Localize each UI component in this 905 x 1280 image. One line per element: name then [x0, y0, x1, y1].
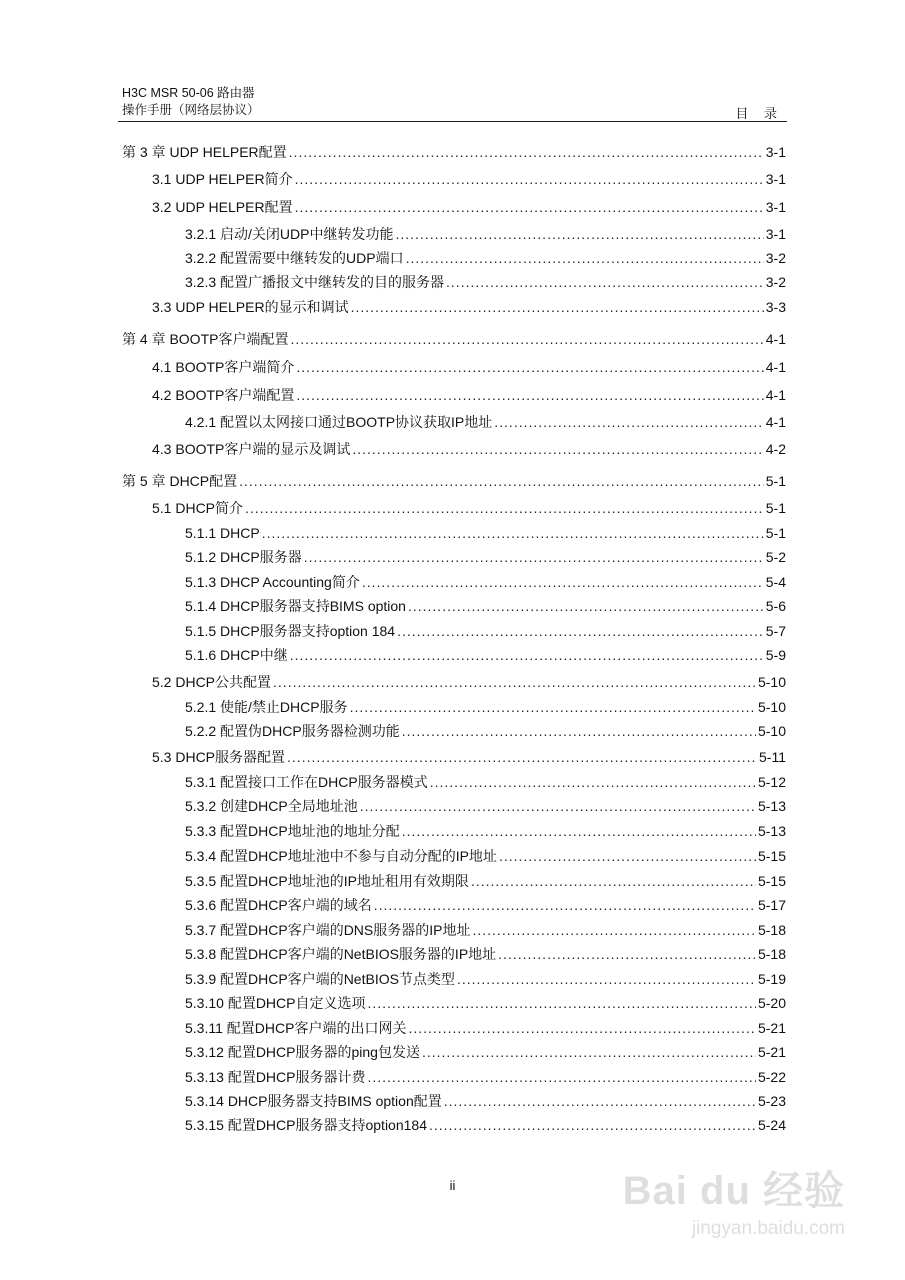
toc-entry-page: 5-17 — [757, 897, 786, 913]
toc-dot-leader — [352, 440, 763, 458]
toc-entry-page: 4-1 — [765, 359, 786, 375]
toc-dot-leader — [457, 970, 756, 988]
toc-entry-page: 4-1 — [765, 414, 786, 430]
toc-dot-leader — [494, 413, 764, 431]
toc-entry-page: 3-2 — [765, 274, 786, 290]
toc-subsection-entry[interactable] — [185, 413, 786, 431]
toc-dot-leader — [446, 273, 764, 291]
toc-entry-title: 5.3.3 配置DHCP地址池的地址分配 — [185, 823, 400, 839]
toc-dot-leader — [408, 597, 764, 615]
toc-entry-title: 5.2.1 使能/禁止DHCP服务 — [185, 699, 348, 715]
toc-dot-leader — [395, 225, 763, 243]
toc-entry-title: 3.1 UDP HELPER简介 — [152, 171, 293, 187]
toc-dot-leader — [367, 994, 755, 1012]
toc-entry-title: 5.3 DHCP服务器配置 — [152, 749, 286, 765]
toc-subsection-entry[interactable] — [185, 225, 786, 243]
watermark-url: jingyan.baidu.com — [691, 1218, 845, 1239]
toc-dot-leader — [402, 822, 756, 840]
toc-dot-leader — [273, 673, 756, 691]
toc-entry-page: 5-1 — [765, 500, 786, 516]
toc-dot-leader — [402, 722, 756, 740]
toc-chapter-entry[interactable] — [122, 330, 786, 348]
toc-dot-leader — [406, 249, 764, 267]
toc-section-entry[interactable] — [152, 198, 786, 216]
toc-entry-page: 5-15 — [757, 873, 786, 889]
toc-dot-leader — [374, 896, 756, 914]
toc-entry-title: 5.3.7 配置DHCP客户端的DNS服务器的IP地址 — [185, 922, 471, 938]
toc-entry-title: 3.2 UDP HELPER配置 — [152, 199, 293, 215]
toc-entry-title: 5.1.6 DHCP中继 — [185, 647, 288, 663]
toc-entry-page: 5-24 — [757, 1117, 786, 1133]
toc-subsection-entry[interactable] — [185, 872, 786, 890]
toc-section-entry[interactable] — [152, 499, 786, 517]
toc-dot-leader — [295, 198, 764, 216]
toc-entry-page: 5-11 — [759, 749, 786, 765]
toc-subsection-entry[interactable] — [185, 773, 786, 791]
toc-dot-leader — [472, 921, 755, 939]
toc-entry-title: 3.2.3 配置广播报文中继转发的目的服务器 — [185, 274, 445, 290]
toc-entry-title: 5.1.5 DHCP服务器支持option 184 — [185, 623, 396, 639]
toc-dot-leader — [351, 298, 764, 316]
watermark-brand: Bai du 经验 — [622, 1169, 845, 1213]
toc-entry-page: 4-1 — [765, 387, 786, 403]
toc-entry-page: 4-1 — [765, 331, 786, 347]
toc-entry-title: 5.3.14 DHCP服务器支持BIMS option配置 — [185, 1093, 442, 1109]
toc-subsection-entry[interactable] — [185, 1019, 786, 1037]
toc-entry-title: 第 3 章 UDP HELPER配置 — [122, 144, 287, 160]
toc-entry-title: 5.3.15 配置DHCP服务器支持option184 — [185, 1117, 427, 1133]
toc-entry-page: 5-10 — [757, 699, 786, 715]
toc-entry-title: 5.3.8 配置DHCP客户端的NetBIOS服务器的IP地址 — [185, 946, 497, 962]
toc-entry-page: 3-2 — [765, 250, 786, 266]
toc-entry-page: 5-20 — [757, 995, 786, 1011]
toc-subsection-entry[interactable] — [185, 722, 786, 740]
baidu-watermark — [623, 1159, 845, 1240]
toc-dot-leader — [422, 1043, 756, 1061]
toc-dot-leader — [245, 499, 764, 517]
toc-subsection-entry[interactable] — [185, 622, 786, 640]
toc-subsection-entry[interactable] — [185, 524, 786, 542]
toc-entry-title: 3.2.1 启动/关闭UDP中继转发功能 — [185, 226, 394, 242]
toc-dot-leader — [304, 548, 764, 566]
toc-subsection-entry[interactable] — [185, 573, 786, 591]
toc-entry-page: 5-23 — [757, 1093, 786, 1109]
toc-entry-title: 4.2.1 配置以太网接口通过BOOTP协议获取IP地址 — [185, 414, 493, 430]
toc-dot-leader — [290, 330, 763, 348]
toc-subsection-entry[interactable] — [185, 945, 786, 963]
toc-entry-title: 5.3.5 配置DHCP地址池的IP地址租用有效期限 — [185, 873, 469, 889]
toc-subsection-entry[interactable] — [185, 921, 786, 939]
toc-dot-leader — [350, 698, 756, 716]
toc-entry-title: 第 5 章 DHCP配置 — [122, 473, 238, 489]
toc-entry-page: 3-1 — [765, 226, 786, 242]
toc-dot-leader — [499, 847, 756, 865]
toc-entry-page: 5-13 — [757, 823, 786, 839]
toc-subsection-entry[interactable] — [185, 847, 786, 865]
toc-dot-leader — [289, 143, 764, 161]
toc-entry-title: 5.3.9 配置DHCP客户端的NetBIOS节点类型 — [185, 971, 455, 987]
toc-entry-title: 5.3.13 配置DHCP服务器计费 — [185, 1069, 366, 1085]
toc-dot-leader — [296, 386, 763, 404]
toc-subsection-entry[interactable] — [185, 797, 786, 815]
header-contents-label: 目 录 — [735, 106, 783, 121]
toc-section-entry[interactable] — [152, 673, 786, 691]
toc-entry-title: 4.2 BOOTP客户端配置 — [152, 387, 295, 403]
toc-subsection-entry[interactable] — [185, 273, 786, 291]
toc-entry-title: 5.3.10 配置DHCP自定义选项 — [185, 995, 366, 1011]
toc-subsection-entry[interactable] — [185, 698, 786, 716]
toc-subsection-entry[interactable] — [185, 1068, 786, 1086]
toc-dot-leader — [290, 646, 764, 664]
toc-dot-leader — [295, 170, 764, 188]
toc-entry-page: 5-18 — [757, 946, 786, 962]
toc-entry-page: 5-10 — [757, 674, 786, 690]
toc-subsection-entry[interactable] — [185, 597, 786, 615]
toc-entry-title: 5.3.1 配置接口工作在DHCP服务器模式 — [185, 774, 428, 790]
toc-entry-page: 5-21 — [757, 1044, 786, 1060]
header-manual-title: 操作手册（网络层协议） — [122, 103, 260, 117]
toc-entry-page: 5-1 — [765, 525, 786, 541]
header-product: H3C MSR 50-06 路由器 — [122, 86, 255, 100]
toc-entry-page: 5-21 — [757, 1020, 786, 1036]
toc-entry-page: 3-1 — [765, 144, 786, 160]
toc-chapter-entry[interactable] — [122, 143, 786, 161]
toc-subsection-entry[interactable] — [185, 249, 786, 267]
toc-entry-page: 5-22 — [757, 1069, 786, 1085]
toc-subsection-entry[interactable] — [185, 896, 786, 914]
toc-entry-title: 5.1.3 DHCP Accounting简介 — [185, 574, 360, 590]
toc-entry-page: 4-2 — [765, 441, 786, 457]
toc-section-entry[interactable] — [152, 748, 786, 766]
toc-subsection-entry[interactable] — [185, 548, 786, 566]
toc-section-entry[interactable] — [152, 298, 786, 316]
toc-subsection-entry[interactable] — [185, 970, 786, 988]
toc-subsection-entry[interactable] — [185, 822, 786, 840]
toc-dot-leader — [287, 748, 757, 766]
toc-entry-title: 5.3.12 配置DHCP服务器的ping包发送 — [185, 1044, 420, 1060]
toc-entry-title: 5.3.11 配置DHCP客户端的出口网关 — [185, 1020, 407, 1036]
toc-section-entry[interactable] — [152, 170, 786, 188]
toc-entry-title: 5.3.2 创建DHCP全局地址池 — [185, 798, 358, 814]
toc-entry-title: 4.3 BOOTP客户端的显示及调试 — [152, 441, 351, 457]
toc-dot-leader — [498, 945, 756, 963]
toc-entry-title: 5.3.6 配置DHCP客户端的域名 — [185, 897, 372, 913]
toc-entry-title: 4.1 BOOTP客户端简介 — [152, 359, 295, 375]
toc-dot-leader — [397, 622, 764, 640]
toc-entry-page: 3-1 — [765, 199, 786, 215]
toc-entry-title: 5.3.4 配置DHCP地址池中不参与自动分配的IP地址 — [185, 848, 497, 864]
toc-dot-leader — [367, 1068, 755, 1086]
toc-subsection-entry[interactable] — [185, 1116, 786, 1134]
toc-entry-page: 5-10 — [757, 723, 786, 739]
toc-entry-page: 5-13 — [757, 798, 786, 814]
toc-dot-leader — [239, 472, 764, 490]
page-number: ii — [449, 1178, 456, 1193]
toc-entry-page: 5-2 — [765, 549, 786, 565]
toc-entry-page: 5-4 — [765, 574, 786, 590]
toc-subsection-entry[interactable] — [185, 1092, 786, 1110]
toc-dot-leader — [362, 573, 764, 591]
toc-chapter-entry[interactable] — [122, 472, 786, 490]
toc-entry-page: 5-6 — [765, 598, 786, 614]
toc-entry-title: 3.2.2 配置需要中继转发的UDP端口 — [185, 250, 404, 266]
toc-entry-page: 5-1 — [765, 473, 786, 489]
toc-entry-title: 5.2 DHCP公共配置 — [152, 674, 272, 690]
toc-entry-title: 5.1.4 DHCP服务器支持BIMS option — [185, 598, 406, 614]
toc-dot-leader — [408, 1019, 756, 1037]
toc-entry-title: 5.2.2 配置伪DHCP服务器检测功能 — [185, 723, 400, 739]
toc-dot-leader — [429, 1116, 756, 1134]
toc-entry-page: 3-3 — [765, 299, 786, 315]
toc-entry-page: 5-12 — [757, 774, 786, 790]
toc-entry-page: 3-1 — [765, 171, 786, 187]
toc-dot-leader — [262, 524, 764, 542]
toc-entry-title: 3.3 UDP HELPER的显示和调试 — [152, 299, 349, 315]
toc-dot-leader — [360, 797, 756, 815]
toc-entry-page: 5-15 — [757, 848, 786, 864]
toc-dot-leader — [296, 358, 763, 376]
toc-entry-page: 5-18 — [757, 922, 786, 938]
toc-subsection-entry[interactable] — [185, 646, 786, 664]
toc-entry-page: 5-9 — [765, 647, 786, 663]
toc-section-entry[interactable] — [152, 386, 786, 404]
toc-dot-leader — [430, 773, 756, 791]
toc-entry-title: 第 4 章 BOOTP客户端配置 — [122, 331, 289, 347]
toc-subsection-entry[interactable] — [185, 994, 786, 1012]
toc-entry-title: 5.1 DHCP简介 — [152, 500, 244, 516]
toc-dot-leader — [444, 1092, 756, 1110]
toc-subsection-entry[interactable] — [185, 1043, 786, 1061]
toc-dot-leader — [471, 872, 756, 890]
toc-section-entry[interactable] — [152, 358, 786, 376]
toc-entry-page: 5-19 — [757, 971, 786, 987]
toc-entry-title: 5.1.2 DHCP服务器 — [185, 549, 302, 565]
toc-section-entry[interactable] — [152, 440, 786, 458]
toc-entry-page: 5-7 — [765, 623, 786, 639]
toc-entry-title: 5.1.1 DHCP — [185, 525, 260, 541]
